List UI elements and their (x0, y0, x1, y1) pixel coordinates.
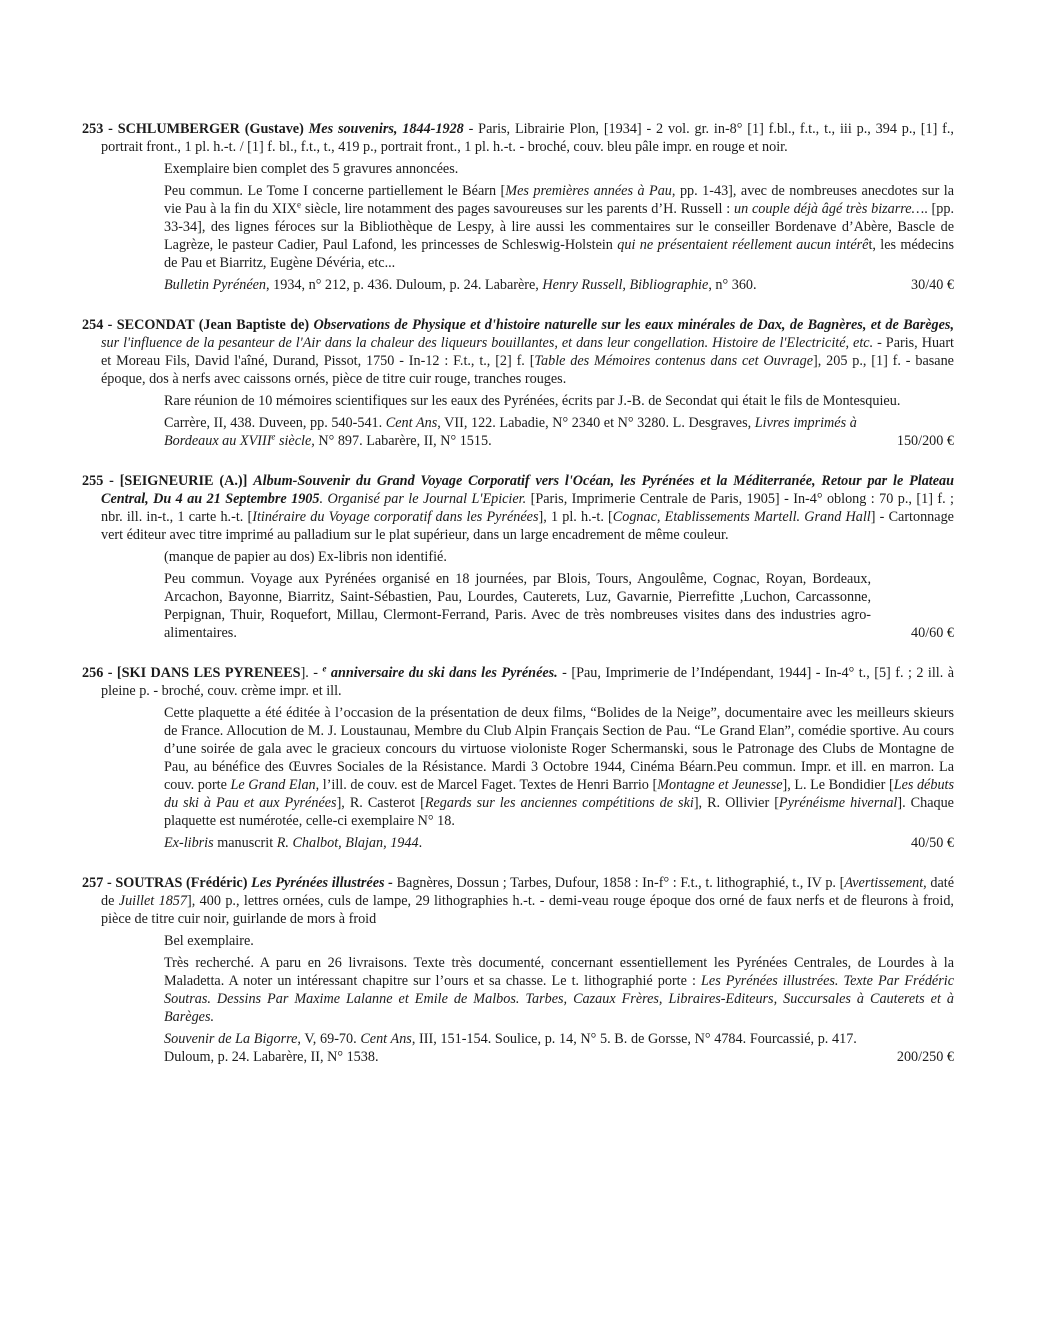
entry-note: Bel exemplaire. (164, 933, 254, 949)
entry-price: 200/250 € (896, 1049, 954, 1065)
entry-author: [SEIGNEURIE (A.)] (119, 473, 248, 489)
entry-commentary: Peu commun. Voyage aux Pyrénées organisé en 18 journées, par Blois, Tours, Angoulême, Cognac, Royan, Bordeaux, Arcachon, Bayonne, Biarritz, Saint-Sébastien, Pau, Lourdes, Cauterets, Luz, Gavarnie, Pierrefitte ,Luchon, Carcassonne, Perpignan, Thuir, Roquefort, Millau, Clermont-Ferrand, Paris. Avec de très nombreuses visites dans des industries agro-alimentaires. 40/60 € (164, 571, 954, 641)
entry-title: Observations de Physique et d'histoire naturelle sur les eaux minérales de Dax, de Bagnères, et de Barèges, (313, 317, 954, 333)
entry-note: Exemplaire bien complet des 5 gravures annoncées. (164, 161, 459, 177)
entry-number: 256 - (82, 665, 117, 681)
entry-author: SCHLUMBERGER (Gustave) (117, 121, 304, 137)
catalogue-entry-255 (82, 472, 954, 642)
entry-author: SECONDAT (Jean Baptiste de) (116, 317, 310, 333)
entry-price: 40/60 € (911, 625, 954, 641)
entry-number: 253 - (82, 121, 118, 137)
entry-heading: 255 - [SEIGNEURIE (A.)] Album-Souvenir du Grand Voyage Corporatif vers l'Océan, les Pyrénées et la Méditerranée, Retour par le Plateau Central, Du 4 au 21 Septembre 1905. Organisé par le Journal L'Epicier. [Paris, Imprimerie Centrale de Paris, 1905] - In-4° oblong : 70 p., [1] f. ; nbr. ill. in-t., 1 carte h.-t. [Itinéraire du Voyage corporatif dans les Pyrénées], 1 pl. h.-t. [Cognac, Etablissements Martell. Grand Hall] - Cartonnage vert éditeur avec titre imprimé au palladium sur le plat supérieur, dans un large encadrement de même couleur. (82, 473, 955, 543)
entry-subtitle: sur l'influence de la pesanteur de l'Air dans la chaleur des liqueurs bouillantes, et dans leur congellation. Histoire de l'Electricité, etc. (101, 335, 874, 351)
entry-commentary: Cette plaquette a été éditée à l’occasion de la présentation de deux films, “Bolides de la Neige”, documentaire avec les meilleurs skieurs de France. Allocution de M. J. Loustaunau, Membre du Club Alpin Français Section de Pau. “Le Grand Elan”, comédie sportive. Au cours d’une soirée de gala avec le gracieux concours du virtuose violoniste Roger Schermanski, sous le Patronage des Clubs de Montagne de Pau, au bénéfice des Œuvres Sociales de la Résistance. Mardi 3 Octobre 1944, Cinéma Béarn.Peu commun. Impr. et ill. en marron. La couv. porte Le Grand Elan, l’ill. de couv. est de Marcel Faget. Textes de Henri Barrio [Montagne et Jeunesse], L. Le Bondidier [Les débuts du ski à Pau et aux Pyrénées], R. Casterot [Regards sur les anciennes compétitions de ski], R. Ollivier [Pyrénéisme hivernal]. Chaque plaquette est numérotée, celle-ci exemplaire N° 18. (164, 705, 954, 829)
entry-heading: 257 - SOUTRAS (Frédéric) Les Pyrénées illustrées - Bagnères, Dossun ; Tarbes, Dufour, 1858 : In-f° : F.t., t. lithographié, t., IV p. [Avertissement, daté de Juillet 1857], 400 p., lettres ornées, culs de lampe, 29 lithographies h.-t. - demi-veau rouge époque dos orné de faux nerfs et de fleurons à froid, pièce de titre cuir noir, guirlande de mors à froid (82, 875, 955, 927)
entry-title: Album-Souvenir du Grand Voyage Corporatif vers l'Océan, les Pyrénées et la Méditerranée, Retour par le Plateau Central, Du 4 au 21 Septembre 1905 (101, 473, 955, 507)
entry-references: Souvenir de La Bigorre, V, 69-70. Cent Ans, III, 151-154. Soulice, p. 14, N° 5. B. de Gorsse, N° 4784. Fourcassié, p. 417. Duloum, p. 24. Labarère, II, N° 1538. 200/250 € (164, 1031, 954, 1065)
entry-description: - [Pau, Imprimerie de l’Indépendant, 1944] - In-4° t., [5] f. ; 2 ill. à pleine p. - broché, couv. crème impr. et ill. (101, 665, 954, 699)
entry-commentary: Peu commun. Le Tome I concerne partiellement le Béarn [Mes premières années à Pau, pp. 1-43], avec de nombreuses anecdotes sur la vie Pau à la fin du XIXe siècle, lire notamment des pages savoureuses sur les parents d’H. Russell : un couple déjà âgé très bizarre…. [pp. 33-34], des lignes féroces sur la Bibliothèque de Lespy, à lire aussi les commentaires sur le conseiller Bordenave d’Abère, Bascle de Lagrèze, le pasteur Cadier, Paul Lafond, les princesses de Schleswig-Holstein qui ne présentaient réellement aucun intérêt, les médecins de Pau et Biarritz, Eugène Dévéria, etc... (164, 183, 955, 271)
entry-note: (manque de papier au dos) Ex-libris non identifié. (164, 549, 447, 565)
entry-price: 150/200 € (896, 433, 954, 449)
entry-references: Ex-libris manuscrit R. Chalbot, Blajan, 1944. 40/50 € (164, 835, 954, 851)
entry-heading: 256 - [SKI DANS LES PYRENEES]. - $^e$ anniversaire du ski dans les Pyrénées. - [Pau, Imprimerie de l’Indépendant, 1944] - In-4° t., [5] f. ; 2 ill. à pleine p. - broché, couv. crème impr. et ill. (82, 663, 954, 699)
entry-title: anniversaire du ski dans les Pyrénées. (326, 665, 558, 681)
entry-commentary: Très recherché. A paru en 26 livraisons. Texte très documenté, concernant essentiellement les Pyrénées Centrales, de Lourdes à la Maladetta. A noter un intéressant chapitre sur l’ours et sa chasse. Le t. lithographié porte : Les Pyrénées illustrées. Texte Par Frédéric Soutras. Dessins Par Maxime Lalanne et Emile de Malbos. Tarbes, Cazaux Frères, Libraires-Editeurs, Succursales à Cauterets et à Barèges. (164, 955, 954, 1025)
entry-author: SOUTRAS (Frédéric) (115, 875, 248, 891)
entry-title: Les Pyrénées illustrées - (251, 875, 393, 891)
entry-price: 30/40 € (911, 277, 954, 293)
entry-references: Bulletin Pyrénéen, 1934, n° 212, p. 436. Duloum, p. 24. Labarère, Henry Russell, Bibliographie, n° 360. 30/40 € (164, 277, 954, 293)
entry-heading: 254 - SECONDAT (Jean Baptiste de) Observations de Physique et d'histoire naturelle sur les eaux minérales de Dax, de Bagnères, et de Barèges, sur l'influence de la pesanteur de l'Air dans la chaleur des liqueurs bouillantes, et dans leur congellation. Histoire de l'Electricité, etc. - Paris, Huart et Moreau Fils, David l'aîné, Durand, Pissot, 1750 - In-12 : F.t., t., [2] f. [Table des Mémoires contenus dans cet Ouvrage], 205 p., [1] f. - basane époque, dos à nerfs avec caissons ornés, pièce de titre cuir rouge, tranches rouges. (82, 317, 955, 387)
entry-heading (82, 120, 954, 156)
entry-number: 255 - (82, 473, 120, 489)
entry-number: 254 - (82, 317, 117, 333)
entry-price: 40/50 € (911, 835, 954, 851)
entry-note: Rare réunion de 10 mémoires scientifiques sur les eaux des Pyrénées, écrits par J.-B. de Secondat qui était le fils de Montesquieu. (164, 393, 901, 409)
catalogue-entry-253 (82, 120, 954, 294)
entry-description: - Paris, Librairie Plon, [1934] - 2 vol. gr. in-8° [1] f.bl., f.t., t., iii p., 394 p., [1] f., portrait front., 1 pl. h.-t. / [1] f. bl., f.t., t., 419 p., portrait front., 1 pl. h.-t. - broché, couv. bleu pâle impr. en rouge et noir. (101, 121, 954, 155)
entry-title: Mes souvenirs, 1844-1928 (308, 121, 464, 137)
catalogue-entry-257 (82, 874, 954, 1066)
entry-subtitle: . Organisé par le Journal L'Epicier. (319, 491, 527, 507)
entry-author: [SKI DANS LES PYRENEES (116, 665, 301, 681)
catalogue-entry-254 (82, 316, 954, 450)
catalogue-page (82, 120, 954, 1088)
entry-references: Carrère, II, 438. Duveen, pp. 540-541. Cent Ans, VII, 122. Labadie, N° 2340 et N° 3280. L. Desgraves, Livres imprimés à Bordeaux au XVIIIe siècle, N° 897. Labarère, II, N° 1515. 150/200 € (164, 415, 954, 449)
catalogue-entry-256 (82, 664, 954, 852)
entry-number: 257 - (82, 875, 116, 891)
